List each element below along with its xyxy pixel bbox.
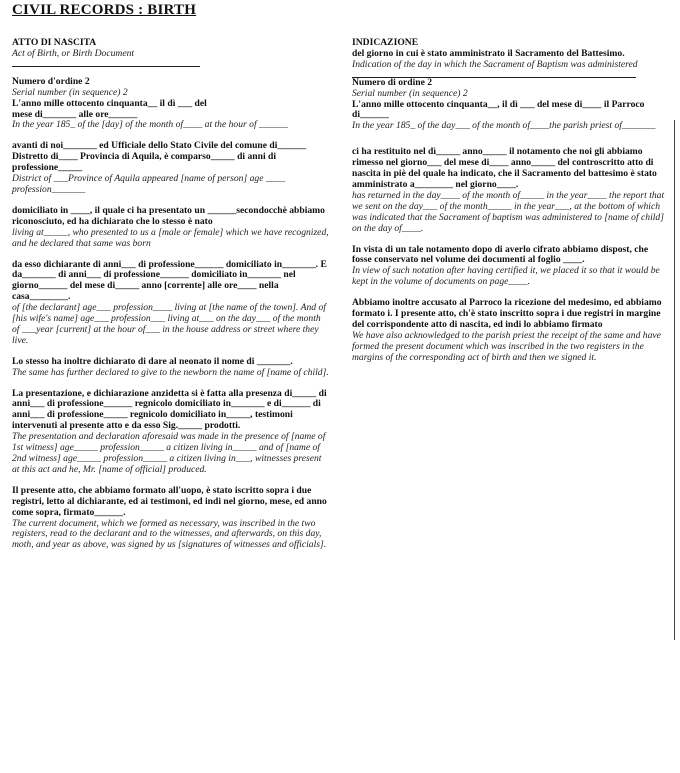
domicile-it: domiciliato in ____, il quale ci ha presentato un ______secondocchè abbiamo riconosciuto, ed ha dichiarato che lo stesso è nato [12, 204, 325, 227]
declarant-en: of [the declarant] age___ profession____ living at [the name of the town]. And of [his wife's name] age___ profession___ living at___ on the day___ of the month of ___year [current] at the hour of___ in the house address or street where they live. [12, 302, 326, 346]
margin-line [674, 120, 675, 640]
returned-en: has returned in the day____ of the month of_____ in the year____ the report that we sent on the day___ of the month_____ in the year___, at the bottom of which was indicated that the Sacrament of baptism was administered to [name of child] on the day of____. [352, 189, 665, 234]
declarant-it: da esso dichiarante di anni___ di professione______ domiciliato in_______. E da_______ di anni___ di professione______ domiciliato in_______ nel giorno______ del mese di_____ anno [corrente] alle ore____ nella casa________. [12, 258, 327, 303]
birth-act-column [12, 38, 330, 561]
child-name-it: Lo stesso ha inoltre dichiarato di dare al neonato il nome di _______. [12, 355, 293, 367]
returned-it: ci ha restituito nel dì_____ anno_____ il notamento che noi gli abbiamo rimesso nel giorno___ del mese di____ anno_____ del controscritto atto di nascita in piè del quale ha indicato, che il Sacramento del battesimo è stato amministrato a________ nel giorno____. [352, 146, 657, 190]
view-notation-it: In vista di un tale notamento dopo di averlo cifrato abbiamo dispost, che fosse conservato nel volume dei documenti al foglio ____. [352, 243, 649, 266]
acknowledgement-en: We have also acknowledged to the parish priest the receipt of the same and have formed the present document which was inscribed in the two registers in the margins of the corresponding act of birth and then we signed it. [352, 329, 661, 363]
indication-heading: INDICAZIONE [352, 37, 419, 48]
divider [12, 61, 200, 67]
presentation-en: The presentation and declaration aforesaid was made in the presence of [name of 1st witness] age_____ profession_____ a citizen living in_____ and of [name of 2nd witness] age_____ profession_____ a citizen living in___, witnesses present at this act and he, Mr. [name of official] produced. [12, 431, 326, 475]
acknowledgement-it: Abbiamo inoltre accusato al Parroco la ricezione del medesimo, ed abbiamo formato i. I presente atto, ch'è stato inscritto sopra i due registri in margine del corrispondente atto di nascita, ed indi lo abbiamo firmato [352, 297, 662, 330]
before-official-it: avanti di noi_______ ed Ufficiale dello Stato Civile del comune di______ [12, 140, 307, 152]
view-notation-en: In view of such notation after having certified it, we placed it so that it would be kept in the volume of documents on page____. [352, 265, 660, 288]
year-line-en: In the year 185_ of the day___ of the month of____the parish priest of_______ [352, 120, 656, 132]
serial-number-en: Serial number (in sequence) 2 [12, 86, 128, 98]
page-title: CIVIL RECORDS : BIRTH [12, 2, 197, 18]
district-it: Distretto di____ Provincia di Aquila, è comparso_____ di anni di professione_____ [12, 151, 277, 174]
final-act-en: The current document, which we formed as necessary, was inscribed in the two registers, read to the declarant and to the witnesses, and afterwards, on this day, moth, and year as above, was signed by us [signatures of witnesses and officials]. [12, 517, 327, 551]
serial-number-it: Numero di ordine 2 [352, 76, 433, 88]
year-line-en: In the year 185_ of the [day] of the month of____ at the hour of ______ [12, 119, 288, 131]
sacrament-it: del giorno in cui è stato amministrato il Sacramento del Battesimo. [352, 47, 625, 59]
district-en: District of ___Province of Aquila appeared [name of person] age ____ profession_______ [12, 173, 286, 195]
baptism-indication-column [352, 38, 670, 374]
birth-act-heading-en: Act of Birth, or Birth Document [12, 47, 135, 59]
year-line-it-1: L'anno mille ottocento cinquanta__ il dì ___ del [12, 97, 207, 109]
final-act-it: Il presente atto, che abbiamo formato all'uopo, è stato iscritto sopra i due registri, letto al dichiarante, ed ai testimoni, ed indi nel giorno, mese, ed anno come sopra, firmato______. [12, 484, 327, 518]
presentation-it: La presentazione, e dichiarazione anzidetta si è fatta alla presenza di_____ di anni___ di professione______ regnicolo domiciliato in_______ e di______ di anni___ di professione_____ regnicolo domiciliato in_____, testimoni intervenuti al presente atto e da esso Sig._____ prodotti. [12, 387, 327, 432]
birth-act-heading: ATTO DI NASCITA [12, 37, 97, 48]
year-line-it-2: mese di_______ alle ore______ [12, 108, 138, 120]
child-name-en: The same has further declared to give to the newborn the name of [name of child]. [12, 366, 329, 378]
sacrament-en: Indication of the day in which the Sacrament of Baptism was administered [352, 58, 638, 70]
domicile-en: living at_____, who presented to us a [male or female] which we have recognized, and he declared that same was born [12, 226, 329, 249]
serial-number-it: Numero d'ordine 2 [12, 75, 90, 87]
serial-number-en: Serial number (in sequence) 2 [352, 87, 468, 99]
year-line-it: L'anno mille ottocento cinquanta__, il dì ___ del mese di____ il Parroco di______ [352, 98, 645, 121]
